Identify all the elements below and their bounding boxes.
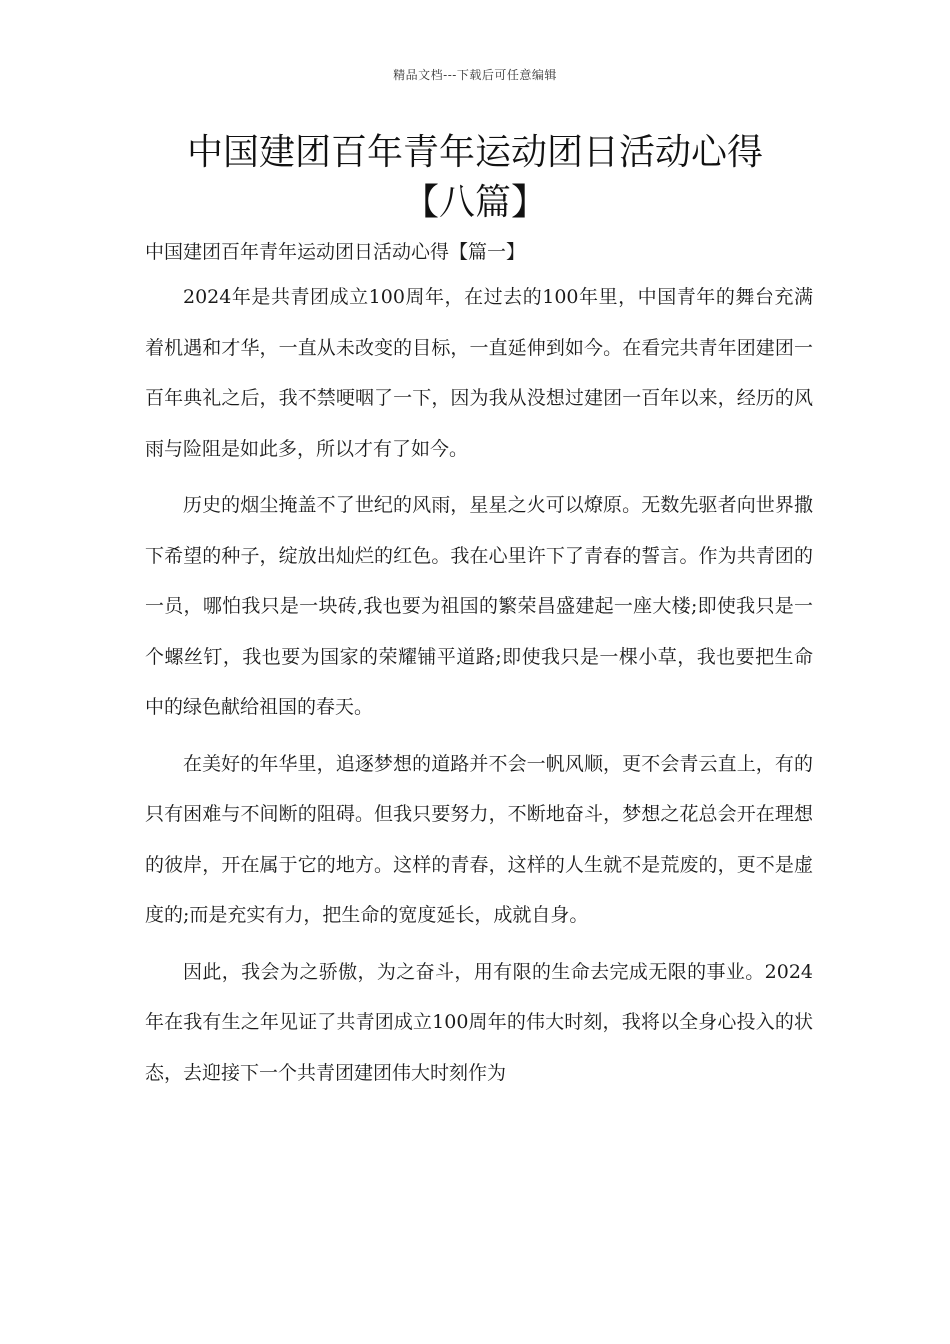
document-title-line-2: 【八篇】 (402, 182, 547, 223)
paragraph-4: 因此，我会为之骄傲，为之奋斗，用有限的生命去完成无限的事业。2024年在我有生之年见证了共青团成立100周年的伟大时刻，我将以全身心投入的状态，去迎接下一个共青团建团伟大时刻作为 (145, 960, 813, 1084)
paragraph-1: 2024年是共青团成立100周年，在过去的100年里，中国青年的舞台充满着机遇和才华，一直从未改变的目标，一直延伸到如今。在看完共青年团建团一百年典礼之后，我不禁哽咽了一下，因为我从没想过建团一百年以来，经历的风雨与险阻是如此多，所以才有了如今。 (145, 286, 813, 460)
document-title (140, 128, 810, 228)
paragraph-2: 历史的烟尘掩盖不了世纪的风雨，星星之火可以燎原。无数先驱者向世界撒下希望的种子，绽放出灿烂的红色。我在心里许下了青春的誓言。作为共青团的一员，哪怕我只是一块砖,我也要为祖国的繁荣昌盛建起一座大楼;即使我只是一个螺丝钉，我也要为国家的荣耀铺平道路;即使我只是一棵小草，我也要把生命中的绿色献给祖国的春天。 (145, 494, 813, 718)
header-note: 精品文档---下载后可任意编辑 (393, 68, 557, 82)
section-title: 中国建团百年青年运动团日活动心得【篇一】 (145, 241, 526, 263)
paragraph-3: 在美好的年华里，追逐梦想的道路并不会一帆风顺，更不会青云直上，有的只有困难与不间断的阻碍。但我只要努力，不断地奋斗，梦想之花总会开在理想的彼岸，开在属于它的地方。这样的青春，这样的人生就不是荒废的，更不是虚度的;而是充实有力，把生命的宽度延长，成就自身。 (145, 752, 813, 926)
document-title-line-1: 中国建团百年青年运动团日活动心得 (186, 132, 763, 173)
document-body (145, 232, 813, 1104)
